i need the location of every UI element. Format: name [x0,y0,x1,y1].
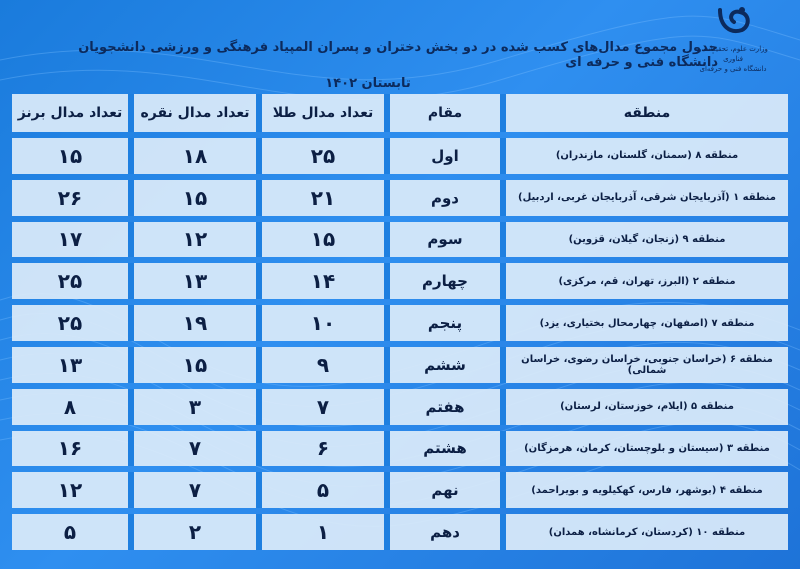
rank-cell: اول [390,138,506,174]
table-row [12,263,788,299]
rank-cell: چهارم [390,263,506,299]
rank-cell: پنجم [390,305,506,341]
table-row [12,514,788,550]
header-bronze: تعداد مدال برنز [12,94,134,132]
table-row [12,305,788,341]
title-season: تابستان ۱۴۰۲ [325,76,411,91]
table-header-row [12,94,788,132]
medal-table [12,88,788,556]
logo-emblem-icon [712,4,754,40]
silver-cell: ۱۲ [134,222,262,258]
header-rank: مقام [390,94,506,132]
region-cell: منطقه ۸ (سمنان، گلستان، مازندران) [506,138,788,174]
gold-cell: ۱ [262,514,390,550]
header-region: منطقه [506,94,788,132]
table-row [12,222,788,258]
gold-cell: ۱۰ [262,305,390,341]
rank-cell: ششم [390,347,506,383]
region-cell: منطقه ۵ (ایلام، خوزستان، لرستان) [506,389,788,425]
region-cell: منطقه ۱۰ (کردستان، کرمانشاه، همدان) [506,514,788,550]
gold-cell: ۲۵ [262,138,390,174]
gold-cell: ۵ [262,472,390,508]
rank-cell: سوم [390,222,506,258]
region-cell: منطقه ۶ (خراسان جنوبی، خراسان رضوی، خراسان شمالی) [506,347,788,383]
table-row [12,389,788,425]
table-row [12,431,788,467]
logo-university-text: دانشگاه فنی و حرفه‌ای [699,65,767,73]
silver-cell: ۱۹ [134,305,262,341]
silver-cell: ۲ [134,514,262,550]
gold-cell: ۹ [262,347,390,383]
gold-cell: ۷ [262,389,390,425]
rank-cell: هشتم [390,431,506,467]
bronze-cell: ۲۵ [12,263,134,299]
region-cell: منطقه ۲ (البرز، تهران، قم، مرکزی) [506,263,788,299]
gold-cell: ۱۴ [262,263,390,299]
silver-cell: ۱۸ [134,138,262,174]
bronze-cell: ۱۷ [12,222,134,258]
region-cell: منطقه ۹ (زنجان، گیلان، قزوین) [506,222,788,258]
gold-cell: ۶ [262,431,390,467]
region-cell: منطقه ۳ (سیستان و بلوچستان، کرمان، هرمزگان) [506,431,788,467]
rank-cell: نهم [390,472,506,508]
bronze-cell: ۸ [12,389,134,425]
rank-cell: هفتم [390,389,506,425]
bronze-cell: ۲۶ [12,180,134,216]
silver-cell: ۱۳ [134,263,262,299]
rank-cell: دوم [390,180,506,216]
header-gold: تعداد مدال طلا [262,94,390,132]
bronze-cell: ۱۵ [12,138,134,174]
gold-cell: ۲۱ [262,180,390,216]
rank-cell: دهم [390,514,506,550]
page-title [58,40,718,91]
table-row [12,472,788,508]
table-row [12,138,788,174]
silver-cell: ۱۵ [134,347,262,383]
silver-cell: ۳ [134,389,262,425]
silver-cell: ۷ [134,472,262,508]
logo-ministry-text: وزارت علوم، تحقیقات و فناوری [698,45,768,63]
region-cell: منطقه ۱ (آذربایجان شرقی، آذربایجان غربی، اردبیل) [506,180,788,216]
gold-cell: ۱۵ [262,222,390,258]
silver-cell: ۱۵ [134,180,262,216]
bronze-cell: ۵ [12,514,134,550]
silver-cell: ۷ [134,431,262,467]
bronze-cell: ۱۶ [12,431,134,467]
table-row [12,347,788,383]
region-cell: منطقه ۷ (اصفهان، چهارمحال بختیاری، یزد) [506,305,788,341]
bronze-cell: ۲۵ [12,305,134,341]
table-row [12,180,788,216]
bronze-cell: ۱۳ [12,347,134,383]
region-cell: منطقه ۴ (بوشهر، فارس، کهکیلویه و بویراحمد) [506,472,788,508]
title-main: جدول مجموع مدال‌های کسب شده در دو بخش دختران و پسران المپیاد فرهنگی و ورزشی دانشجویان دانشگاه فنی و حرفه ای [78,40,718,70]
header-silver: تعداد مدال نقره [134,94,262,132]
bronze-cell: ۱۲ [12,472,134,508]
